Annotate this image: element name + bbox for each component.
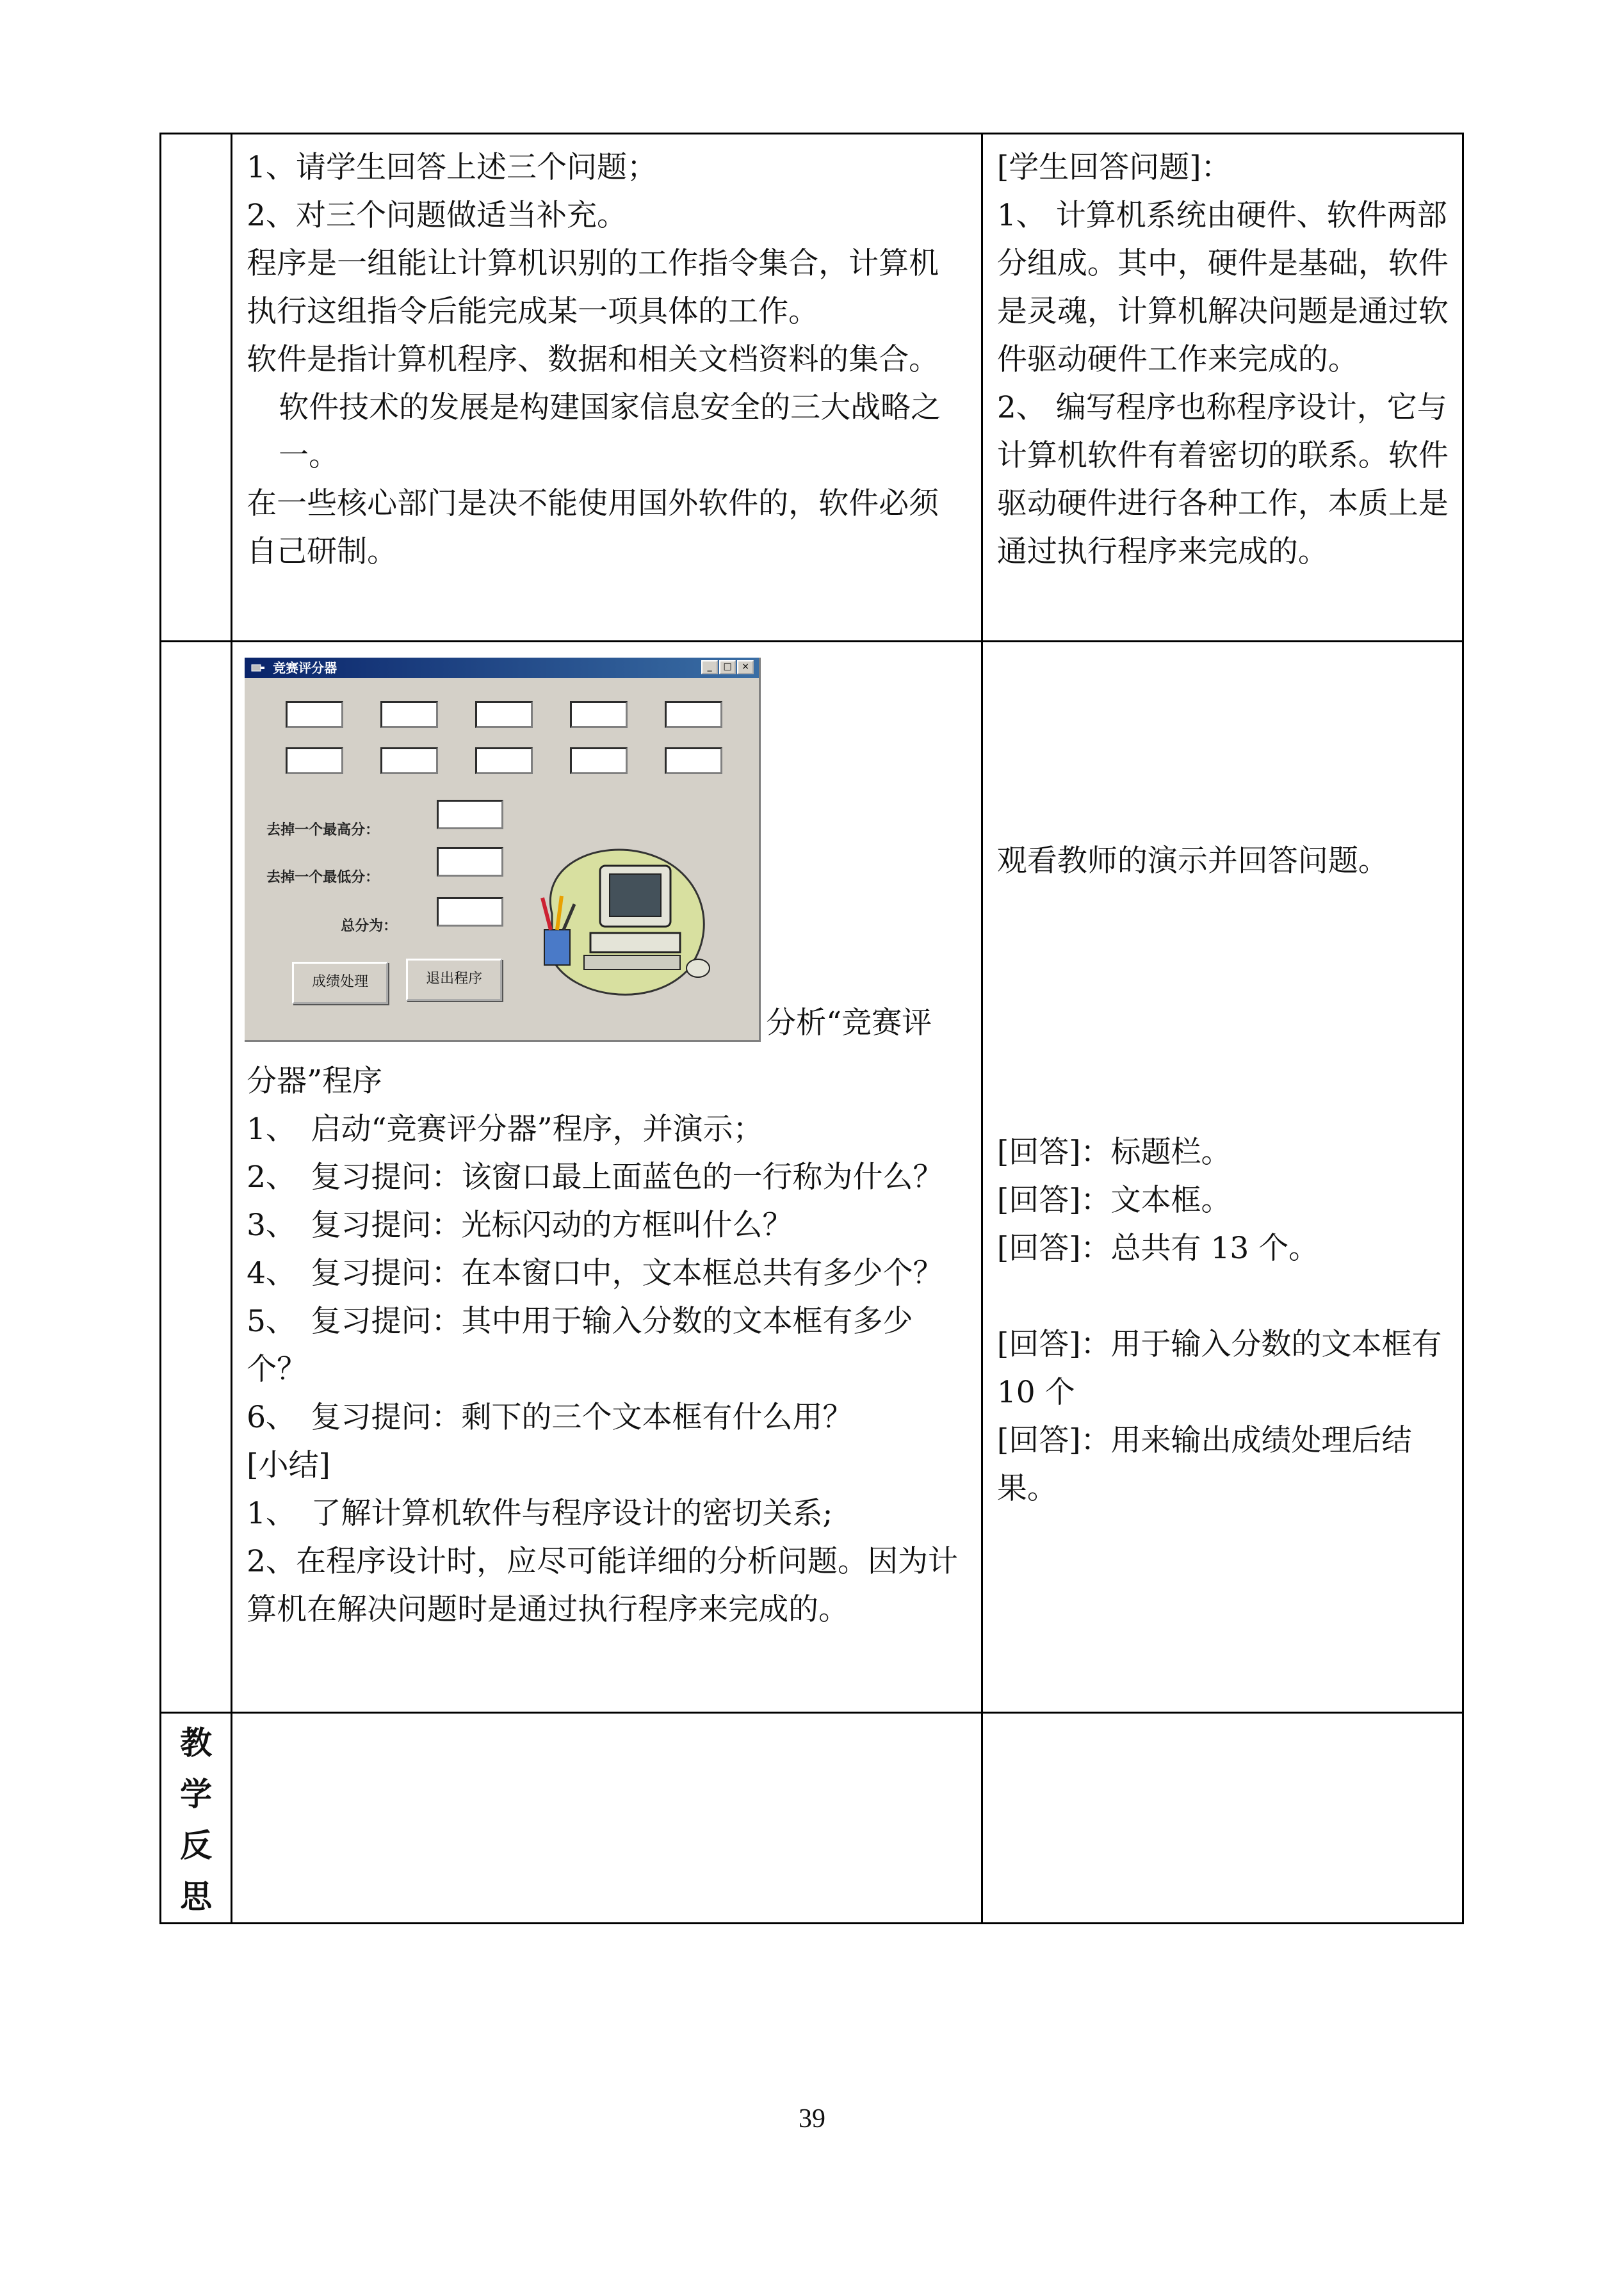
paragraph: 软件是指计算机程序、数据和相关文档资料的集合。 [247, 342, 939, 377]
paragraph: 分器”程序 [247, 1064, 383, 1099]
process-scores-button[interactable]: 成绩处理 [292, 962, 388, 1004]
close-button[interactable]: × [737, 660, 754, 674]
paragraph: 2、对三个问题做适当补充。 [247, 198, 628, 233]
teacher-activity-cell [232, 134, 982, 642]
score-textbox[interactable] [286, 747, 343, 774]
table-row [161, 134, 1463, 642]
exit-program-button[interactable]: 退出程序 [406, 959, 502, 1001]
vertical-label-char: 学 [180, 1775, 213, 1813]
score-textbox[interactable] [380, 701, 438, 728]
paragraph: [回答]：用来输出成绩处理后结果。 [996, 1423, 1412, 1506]
window-title: 竞赛评分器 [273, 660, 337, 676]
paragraph: [小结] [247, 1448, 330, 1483]
total-score-output[interactable] [437, 897, 503, 927]
vertical-label-char: 思 [180, 1877, 213, 1915]
paragraph: 程序是一组能让计算机识别的工作指令集合，计算机执行这组指令后能完成某一项具体的工作。 [247, 246, 939, 329]
score-textbox[interactable] [570, 747, 628, 774]
min-score-output[interactable] [437, 847, 503, 877]
score-textbox[interactable] [475, 701, 533, 728]
page-number: 39 [799, 2104, 825, 2134]
paragraph: [学生回答问题]： [996, 150, 1231, 185]
paragraph: 6、 复习提问：剩下的三个文本框有什么用？ [247, 1400, 853, 1435]
paragraph: 3、 复习提问：光标闪动的方框叫什么？ [247, 1208, 793, 1243]
minimize-button[interactable]: _ [701, 660, 718, 674]
score-textbox[interactable] [665, 747, 722, 774]
vb-window-screenshot [245, 658, 761, 1042]
score-textbox[interactable] [475, 747, 533, 774]
label-min-score: 去掉一个最低分： [266, 870, 380, 886]
score-textbox[interactable] [286, 701, 343, 728]
student-activity-cell [982, 642, 1463, 1713]
paragraph: 在一些核心部门是决不能使用国外软件的，软件必须自己研制。 [247, 486, 939, 569]
paragraph: 5、 复习提问：其中用于输入分数的文本框有多少个？ [247, 1304, 913, 1387]
vertical-label-char: 反 [180, 1826, 213, 1864]
paragraph: 软件技术的发展是构建国家信息安全的三大战略之一。 [279, 390, 941, 473]
paragraph: [回答]：标题栏。 [996, 1135, 1231, 1170]
app-icon [251, 663, 265, 673]
paragraph: 2、 编写程序也称程序设计，它与计算机软件有着密切的联系。软件驱动硬件进行各种工作，本质上是通过执行程序来完成的。 [996, 390, 1449, 569]
reflection-cell [232, 1713, 982, 1924]
label-max-score: 去掉一个最高分： [266, 822, 380, 838]
window-title-bar [245, 658, 759, 678]
table-row [161, 1713, 1463, 1924]
label-total-score: 总分为： [341, 918, 398, 934]
score-textbox[interactable] [665, 701, 722, 728]
teacher-activity-cell [232, 642, 982, 1713]
max-score-output[interactable] [437, 800, 503, 829]
label-cell [161, 134, 232, 642]
paragraph: 4、 复习提问：在本窗口中，文本框总共有多少个？ [247, 1256, 943, 1291]
paragraph: 观看教师的演示并回答问题。 [996, 843, 1388, 879]
paragraph: [回答]：用于输入分数的文本框有 10 个 [996, 1327, 1442, 1410]
paragraph: 2、 复习提问：该窗口最上面蓝色的一行称为什么？ [247, 1160, 943, 1195]
score-textbox[interactable] [380, 747, 438, 774]
table-row [161, 642, 1463, 1713]
paragraph: 1、 了解计算机软件与程序设计的密切关系; [247, 1496, 833, 1531]
vertical-label-char: 教 [180, 1724, 213, 1762]
computer-clipart-icon [526, 837, 719, 1003]
paragraph: 分析“竞赛评 [766, 1005, 932, 1041]
score-textbox[interactable] [570, 701, 628, 728]
label-cell [161, 1713, 232, 1924]
reflection-cell [982, 1713, 1463, 1924]
paragraph: [回答]：文本框。 [996, 1183, 1231, 1218]
student-activity-cell [982, 134, 1463, 642]
paragraph: 1、请学生回答上述三个问题； [247, 150, 658, 185]
paragraph: 2、在程序设计时，应尽可能详细的分析问题。因为计算机在解决问题时是通过执行程序来完成的。 [247, 1544, 959, 1627]
paragraph: 1、 计算机系统由硬件、软件两部分组成。其中，硬件是基础，软件是灵魂，计算机解决问题是通过软件驱动硬件工作来完成的。 [996, 198, 1449, 377]
label-cell [161, 642, 232, 1713]
lesson-table [159, 133, 1464, 1924]
maximize-button[interactable]: □ [719, 660, 736, 674]
paragraph: [回答]：总共有 13 个。 [996, 1231, 1319, 1266]
paragraph: 1、 启动“竞赛评分器”程序，并演示； [247, 1112, 763, 1147]
